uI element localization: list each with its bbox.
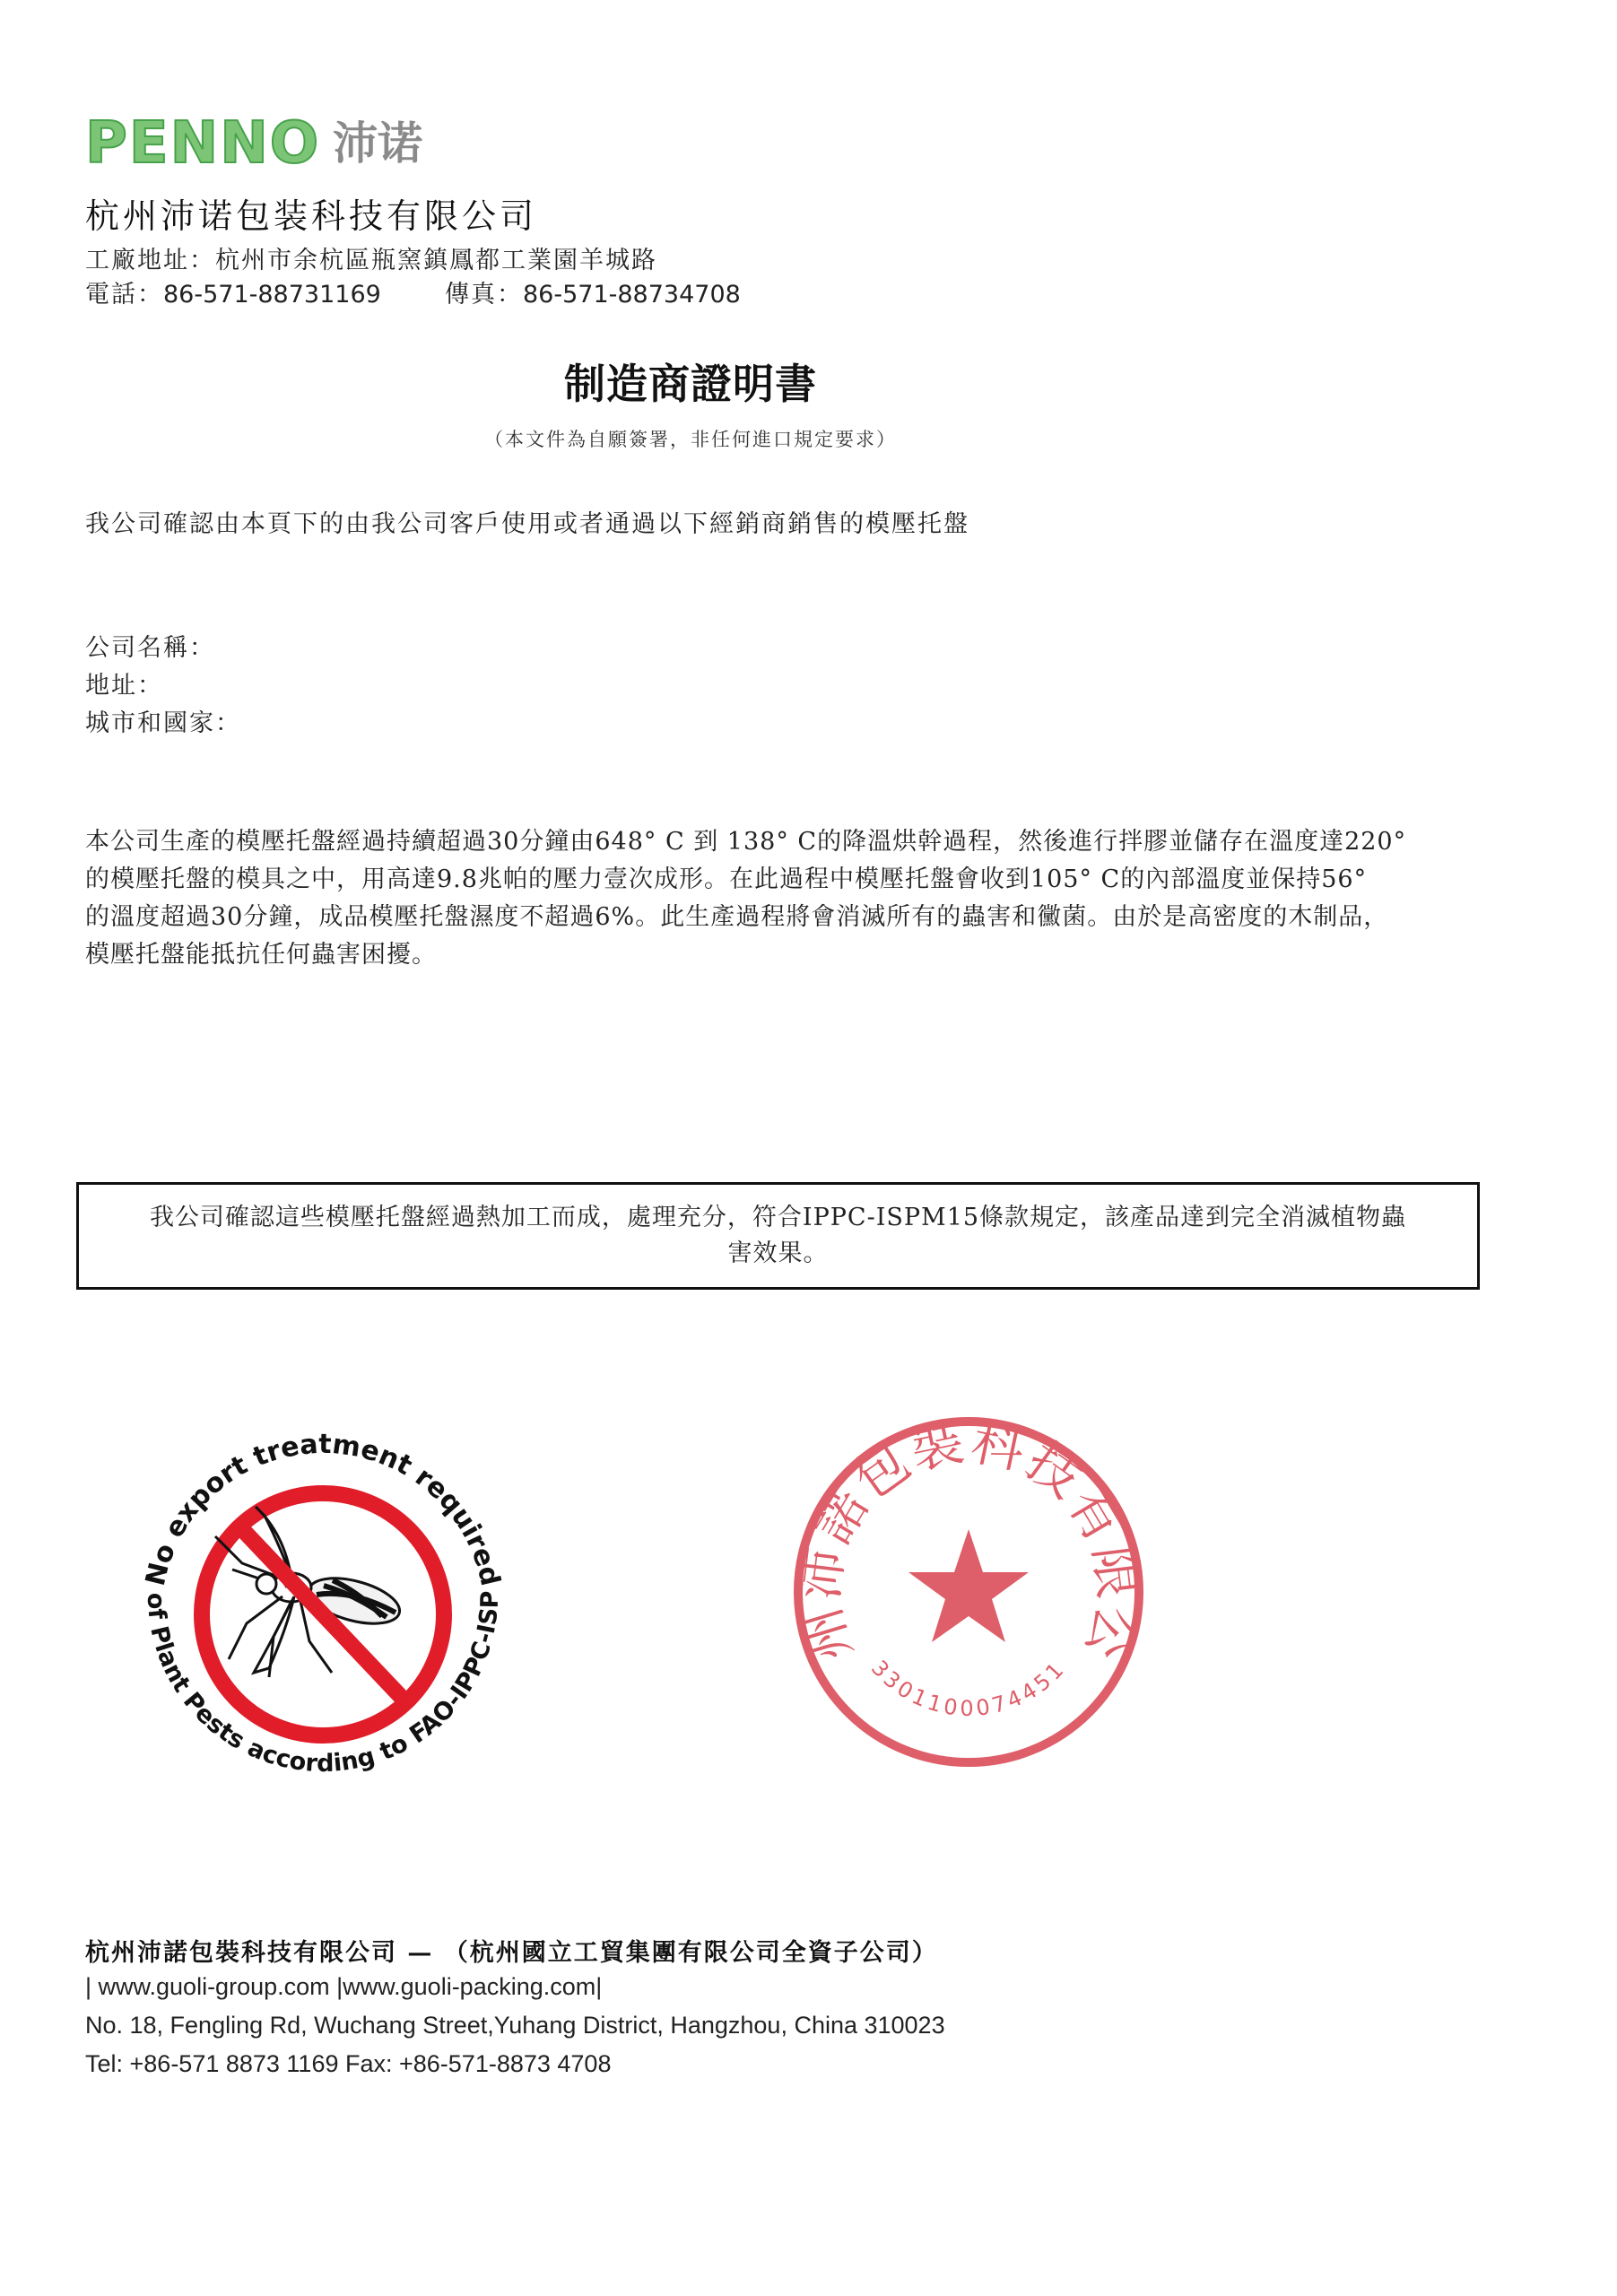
footer-address: No. 18, Fengling Rd, Wuchang Street,Yuhang District, Hangzhou, China 310023 bbox=[85, 2012, 945, 2039]
certification-box bbox=[76, 1182, 1480, 1290]
footer-contact: Tel: +86-571 8873 1169 Fax: +86-571-8873 4708 bbox=[85, 2050, 612, 2077]
certification-text-line2: 害效果。 bbox=[727, 1239, 829, 1267]
emblem-top-text: No export treatment required bbox=[139, 1428, 507, 1589]
intro-paragraph: 我公司確認由本頁下的由我公司客戶使用或者通過以下經銷商銷售的模壓托盤 bbox=[85, 510, 969, 538]
seal-name-text: 州沛諾包裝科技有限公 bbox=[787, 1410, 1150, 1668]
process-line: 的模壓托盤的模具之中，用高達9.8兆帕的壓力壹次成形。在此過程中模壓托盤會收到105° C的內部溫度並保持56° bbox=[85, 865, 1368, 893]
factory-address-line bbox=[85, 240, 657, 275]
footer-websites: | www.guoli-group.com |www.guoli-packing.com| bbox=[85, 1973, 603, 2000]
process-line: 本公司生產的模壓托盤經過持續超過30分鐘由648° C 到 138° C的降溫烘幹過程，然後進行拌膠並儲存在溫度達220° bbox=[85, 828, 1407, 856]
field-city-country-label: 城市和國家： bbox=[85, 709, 241, 737]
process-description bbox=[85, 823, 1502, 974]
no-insect-icon bbox=[202, 1493, 444, 1735]
process-line: 模壓托盤能抵抗任何蟲害困擾。 bbox=[85, 941, 437, 969]
seal-number-text: 3301100074451 bbox=[865, 1655, 1072, 1721]
logo-chinese-text: 沛诺 bbox=[333, 117, 423, 170]
company-name-heading: 杭州沛诺包装科技有限公司 bbox=[85, 196, 538, 236]
logo-latin-text: PENNO bbox=[85, 110, 321, 177]
process-line: 的溫度超過30分鐘，成品模壓托盤濕度不超過6%。此生產過程將會消滅所有的蟲害和黴菌。由於是高密度的木制品， bbox=[85, 903, 1389, 931]
factory-address-label: 工廠地址： bbox=[85, 247, 215, 274]
field-company-name-label: 公司名稱： bbox=[85, 634, 215, 662]
document-title: 制造商證明書 bbox=[564, 360, 817, 408]
emblem-bottom-text: of Plant Pests according to FAO-IPPC-ISP bbox=[141, 1590, 505, 1779]
fax-value: 86-571-88734708 bbox=[523, 281, 741, 309]
svg-text:3301100074451 bbox=[866, 1656, 1071, 1721]
phone-value: 86-571-88731169 bbox=[163, 281, 381, 309]
company-seal bbox=[780, 1404, 1157, 1780]
ippc-emblem bbox=[112, 1372, 534, 1839]
factory-address-value: 杭州市余杭區瓶窯鎮鳳都工業園羊城路 bbox=[215, 247, 657, 274]
company-logo bbox=[85, 110, 423, 177]
footer-company-line: 杭州沛諾包裝科技有限公司 — （杭州國立工貿集團有限公司全資子公司） bbox=[85, 1939, 938, 1967]
contact-line bbox=[85, 274, 741, 309]
phone-label: 電話： bbox=[85, 281, 163, 309]
certification-text-line1: 我公司確認這些模壓托盤經過熱加工而成，處理充分，符合IPPC-ISPM15條款規定，該產品達到完全消滅植物蟲 bbox=[149, 1204, 1407, 1231]
red-star-icon bbox=[908, 1529, 1029, 1642]
svg-text:杭州沛諾包裝科技有限公司 bbox=[780, 1404, 1149, 1668]
fax-label: 傳真： bbox=[445, 281, 523, 309]
document-subtitle: （本文件為自願簽署，非任何進口規定要求） bbox=[484, 429, 897, 450]
field-address-label: 地址： bbox=[85, 672, 163, 700]
